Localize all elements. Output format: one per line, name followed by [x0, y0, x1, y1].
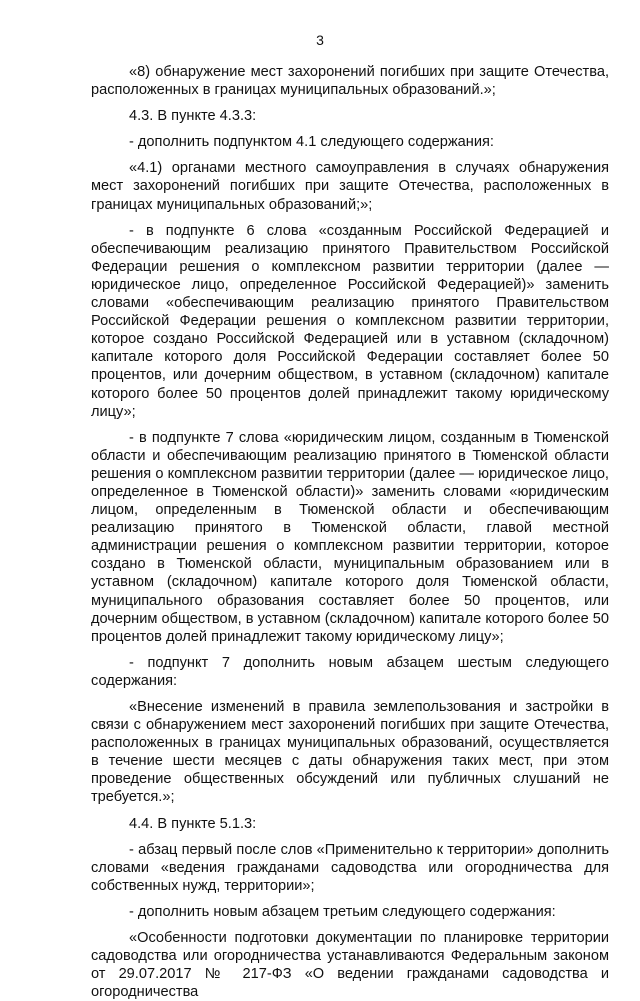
paragraph-subitem-4-1-text: «4.1) органами местного самоуправления в случаях обнаружения мест захоронений погибших при защите Отечества, расположенных в границах муниципальных образований;»;: [91, 160, 609, 213]
paragraph-amendment-text: «Внесение изменений в правила землепользования и застройки в связи с обнаружением мест захоронений погибших при защите Отечества, расположенных в границах муниципальных образований, осуществляется в течение шести месяцев с даты обнаружения таких мест, при этом проведение общественных обсуждений или публичных слушаний не требуется.»;: [91, 699, 609, 806]
paragraph-add-third-para: - дополнить новым абзацем третьим следующего содержания:: [129, 903, 556, 920]
paragraph-first-para-addition: - абзац первый после слов «Применительно к территории» дополнить словами «ведения гражданами садоводства или огородничества для собственных нужд, территории»;: [91, 841, 609, 894]
paragraph-item-8-amendment: «8) обнаружение мест захоронений погибших при защите Отечества, расположенных в границах муниципальных образований.»;: [91, 64, 609, 99]
paragraph-documentation-features: «Особенности подготовки документации по планировке территории садоводства или огородничества устанавливаются Федеральным законом от 29.07.2017 № 217-ФЗ «О ведении гражданами садоводства и огородничества: [91, 930, 609, 1001]
paragraph-subitem-7-add: - подпункт 7 дополнить новым абзацем шестым следующего содержания:: [91, 654, 609, 689]
paragraph-section-4-4: 4.4. В пункте 5.1.3:: [129, 815, 257, 832]
paragraph-add-subitem-4-1: - дополнить подпунктом 4.1 следующего содержания:: [129, 134, 494, 151]
paragraph-section-4-3: 4.3. В пункте 4.3.3:: [129, 108, 257, 125]
page-number: 3: [316, 32, 324, 48]
document-body: [91, 63, 609, 1001]
paragraph-subitem-7-replace: - в подпункте 7 слова «юридическим лицом, созданным в Тюменской области и обеспечивающим реализацию принятого в Тюменской области решения о комплексном развитии территории (далее — юридическое лицо, определенное в Тюменской области)» заменить словами «юридическим лицом, определенным в Тюменской области и обеспечивающим реализацию принятого в Тюменской области, главой местной администрации решения о комплексном развитии территории, которое создано в Тюменской области, муниципальным образованием или в уставном (складочном) капитале которого доля Тюменской области, муниципального образования составляет более 50 процентов, или дочерним обществом, в уставном (складочном) капитале которого более 50 процентов долей принадлежит такому юридическому лицу»;: [91, 429, 609, 645]
paragraph-subitem-6-replace: - в подпункте 6 слова «созданным Российской Федерацией и обеспечивающим реализацию принятого Правительством Российской Федерации решения о комплексном развитии территории (далее — юридическое лицо, определенное Российской Федерацией)» заменить словами «обеспечивающим реализацию принятого Правительством Российской Федерации решения о комплексном развитии территории, которое создано Российской Федерацией или в уставном (складочном) капитале которого доля Российской Федерации составляет более 50 процентов, или дочерним обществом, в уставном (складочном) капитале которого более 50 процентов долей принадлежит такому юридическому лицу»;: [91, 222, 609, 420]
